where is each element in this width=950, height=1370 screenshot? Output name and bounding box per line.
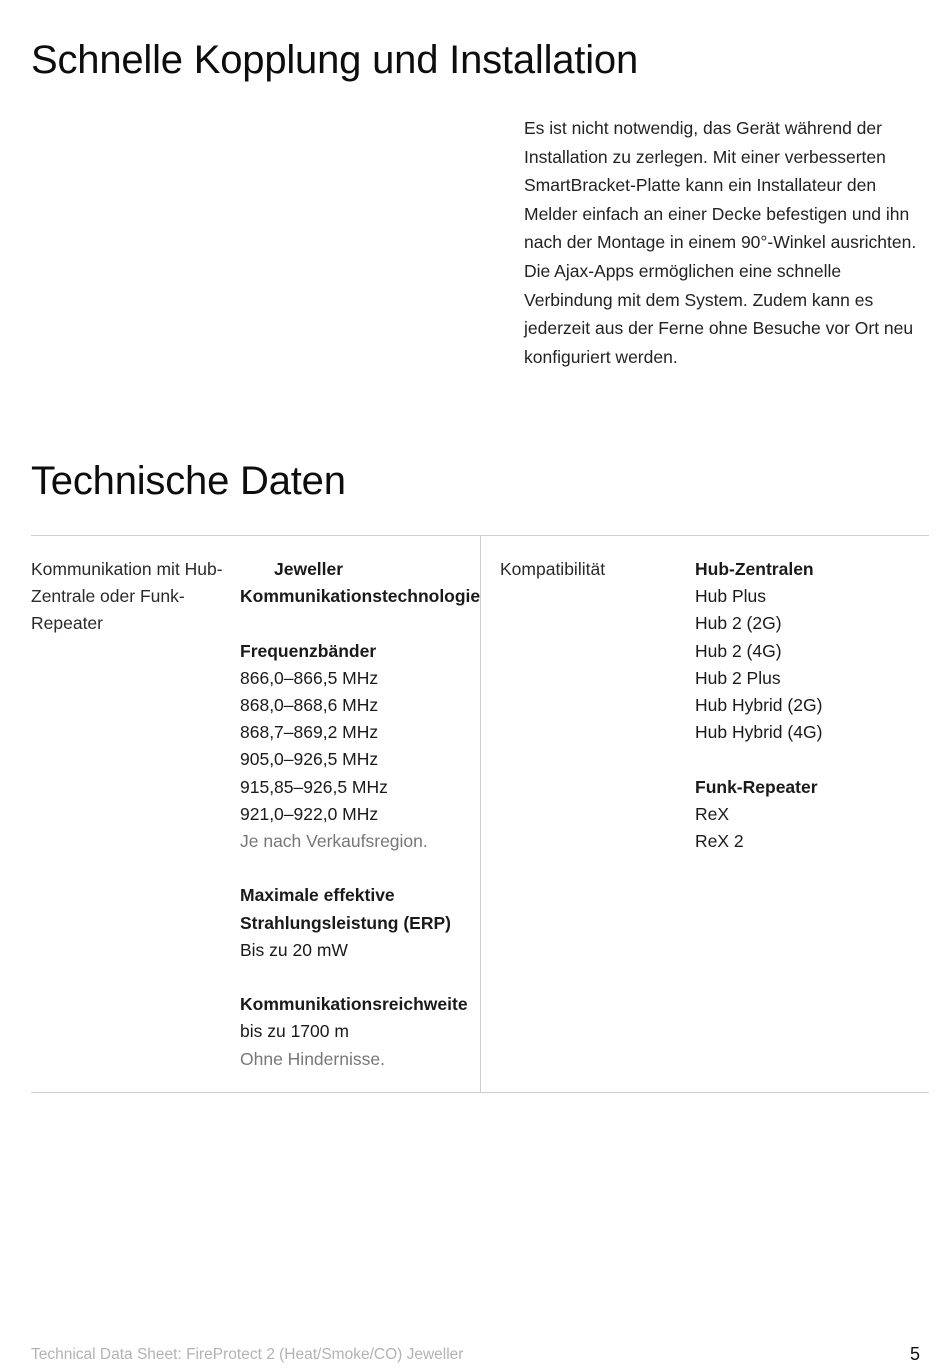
- frequency-block: [240, 638, 475, 856]
- hub-item: Hub 2 (4G): [695, 640, 782, 661]
- tech-title-line1: Jeweller: [274, 559, 344, 579]
- hubs-block: [695, 556, 925, 746]
- hub-item: Hub Hybrid (2G): [695, 695, 823, 716]
- repeater-item: ReX 2: [695, 831, 744, 852]
- spec-label-communication: Kommunikation mit Hub-Zentrale oder Funk-Repeater: [31, 559, 223, 634]
- erp-title-line1: Maximale effektive: [240, 885, 395, 906]
- tech-block: [240, 556, 481, 610]
- frequency-item: 868,7–869,2 MHz: [240, 722, 379, 743]
- frequency-item: 866,0–866,5 MHz: [240, 667, 379, 688]
- intro-paragraph: Es ist nicht notwendig, das Gerät während der Installation zu zerlegen. Mit einer verbesserten SmartBracket-Platte kann ein Installateur den Melder einfach an einer Decke befestigen und ihn nach der Montage in einem 90°-Winkel ausrichten. Die Ajax-Apps ermöglichen eine schnelle Verbindung mit dem System. Zudem kann es jederzeit aus der Ferne ohne Besuche vor Ort neu konfiguriert werden.: [524, 118, 917, 367]
- section-title-pairing: Schnelle Kopplung und Installation: [31, 38, 638, 82]
- frequency-title: Frequenzbänder: [240, 640, 377, 661]
- section-title-specs: Technische Daten: [31, 459, 346, 503]
- frequency-item: 868,0–868,6 MHz: [240, 695, 379, 715]
- spec-label-compatibility: Kompatibilität: [500, 559, 606, 579]
- range-note: Ohne Hindernisse.: [240, 1048, 385, 1069]
- erp-block: [240, 882, 475, 964]
- frequency-item: 921,0–922,0 MHz: [240, 803, 379, 824]
- footer-doc-title: Technical Data Sheet: FireProtect 2 (Heat/Smoke/CO) Jeweller: [31, 1346, 464, 1363]
- hub-item: Hub Plus: [695, 586, 767, 607]
- page-number: 5: [909, 1344, 920, 1364]
- spec-values-communication: [240, 556, 481, 1073]
- frequency-item: 915,85–926,5 MHz: [240, 776, 388, 797]
- hub-item: Hub 2 Plus: [695, 667, 781, 688]
- erp-value: Bis zu 20 mW: [240, 939, 348, 960]
- repeater-item: ReX: [695, 803, 730, 824]
- frequency-item: 905,0–926,5 MHz: [240, 749, 379, 770]
- hubs-title: Hub-Zentralen: [695, 559, 814, 579]
- hub-item: Hub 2 (2G): [695, 613, 782, 634]
- repeaters-title: Funk-Repeater: [695, 776, 818, 797]
- range-block: [240, 991, 475, 1073]
- range-title: Kommunikationsreichweite: [240, 994, 468, 1015]
- frequency-note: Je nach Verkaufsregion.: [240, 831, 428, 852]
- table-column-divider: [480, 535, 481, 1093]
- hub-item: Hub Hybrid (4G): [695, 722, 823, 743]
- repeaters-block: [695, 774, 925, 856]
- tech-title-line2: Kommunikationstechnologie: [240, 586, 481, 607]
- erp-title-line2: Strahlungsleistung (ERP): [240, 912, 451, 933]
- spec-values-compatibility: [695, 556, 925, 855]
- table-bottom-divider: [31, 1092, 929, 1093]
- range-value: bis zu 1700 m: [240, 1021, 349, 1042]
